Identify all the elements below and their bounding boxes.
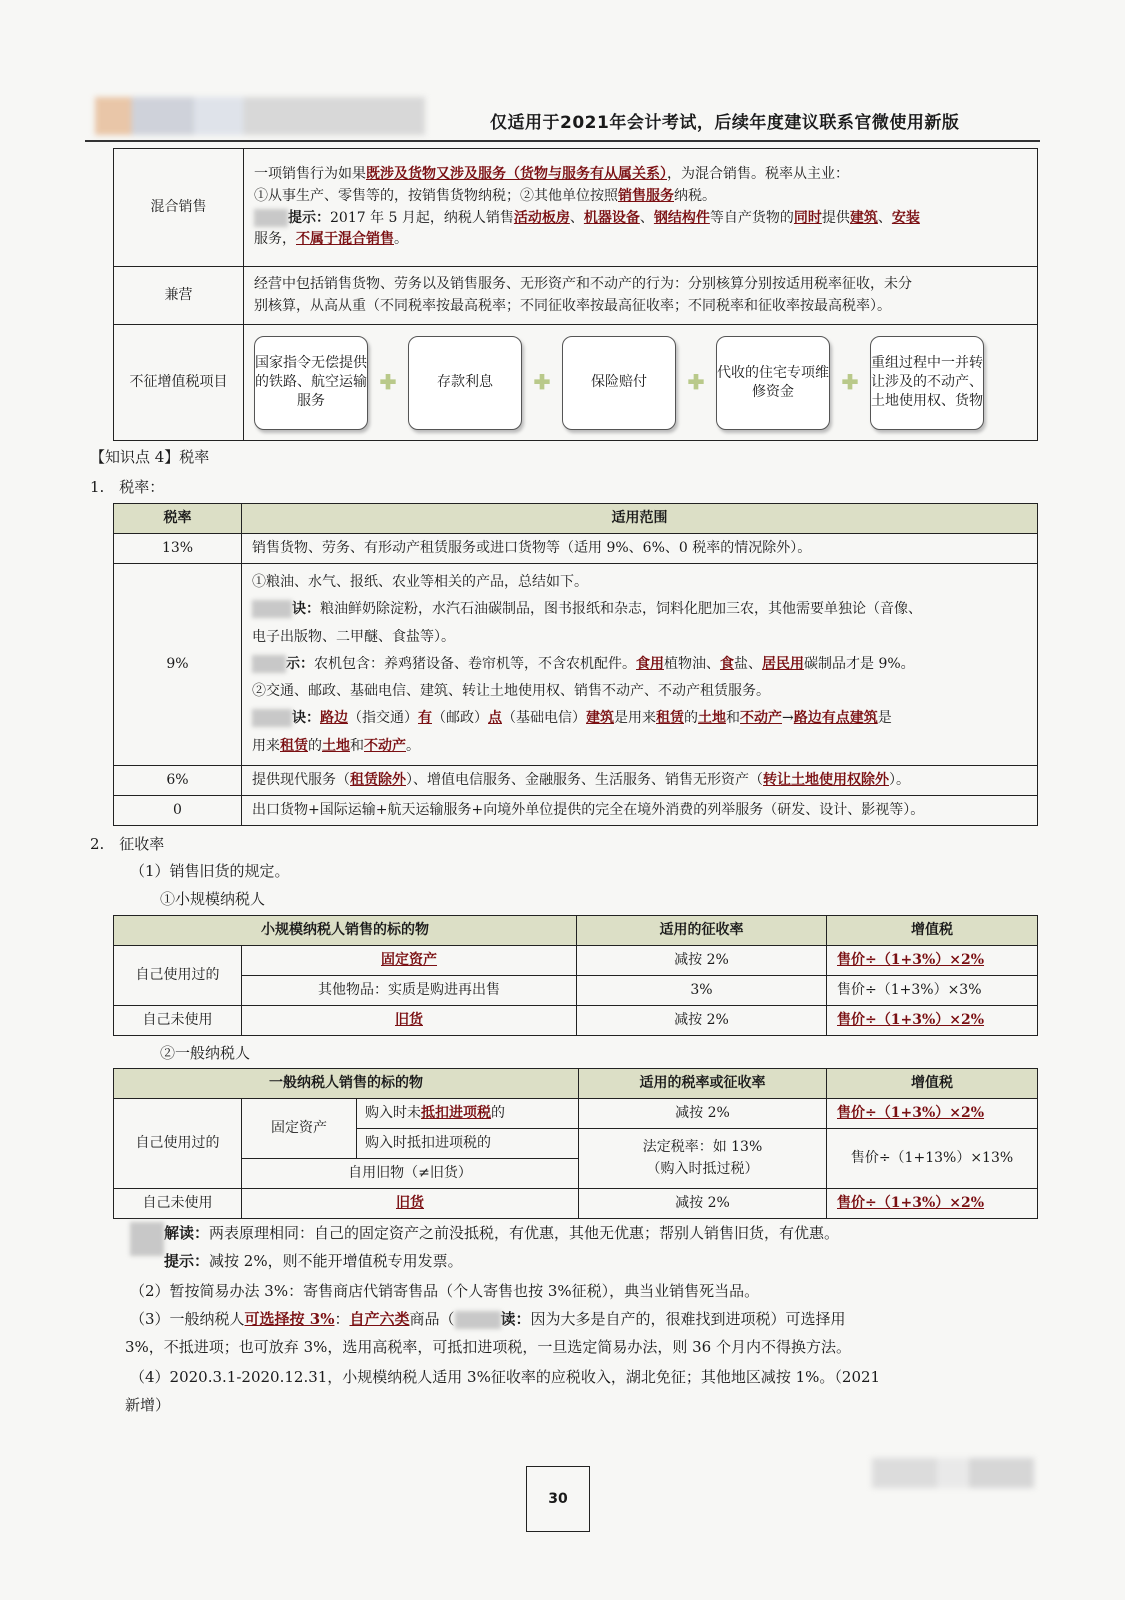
vat-cell: 售价÷（1+3%）×2% [827,1006,1038,1036]
blur-mask [252,709,292,727]
jianying-content: 经营中包括销售货物、劳务以及销售服务、无形资产和不动产的行为：分别核算分别按适用税率征收，未分 别核算，从高从重（不同税率按最高税率；不同征收率按最高征收率；不同税率和征收率按最高税率）。 [244,267,1038,325]
blur-mask [252,655,286,673]
vat-cell: 售价÷（1+3%）×2% [827,1189,1038,1219]
col-header-scope: 适用范围 [242,504,1038,534]
item-not-deducted: 购入时未抵扣进项税的 [357,1099,579,1129]
plus-icon: ✚ [379,370,397,394]
blur-mask [252,600,292,618]
paragraph-3-line-2: 3%，不抵进项；也可放弃 3%，选用高税率，可抵扣进项税，一旦选定简易办法，则 36 个月内不得换方法。 [125,1338,851,1356]
fixed-asset-label: 固定资产 [242,1099,357,1159]
vat-statutory: 售价÷（1+13%）×13% [827,1129,1038,1189]
paragraph-3-line-1: （3）一般纳税人可选择按 3%：自产六类商品（ 读：因为大多是自产的，很难找到进项税）可选择用 [130,1310,846,1328]
note-tip: 提示：减按 2%，则不能开增值税专用发票。 [164,1252,463,1270]
blurred-logo [95,97,425,135]
unused-label: 自己未使用 [114,1006,242,1036]
jianying-label: 兼营 [114,267,244,325]
knowledge-point-heading: 【知识点 4】税率 [90,448,210,466]
mixed-label: 混合销售 [114,149,244,267]
scope-9: ①粮油、水气、报纸、农业等相关的产品，总结如下。 诀：粮油鲜奶除淀粉，水汽石油碳制品，图书报纸和杂志，饲料化肥加三农，其他需要单独论（音像、 电子出版物、二甲醚、食盐等）。 示：农机包含：养鸡猪设备、卷帘机等，不含农机配件。食用植物油、食盐、居民用碳制品才是 9%。 ②交通、邮政、基础电信、建筑、转让土地使用权、销售不动产、不动产租赁服务。 诀：路边（指交通）有（邮政）点（基础电信）建筑是用来租赁的土地和不动产→路边有点建筑是 用来租赁的土地和不动产。 [242,564,1038,766]
page-header: 仅适用于2021年会计考试，后续年度建议联系官微使用新版 [490,113,960,133]
box-maintenance-fund: 代收的住宅专项维修资金 [716,336,830,430]
vat-cell: 售价÷（1+3%）×3% [827,976,1038,1006]
rate-6: 6% [114,766,242,796]
scope-13: 销售货物、劳务、有形动产租赁服务或进口货物等（适用 9%、6%、0 税率的情况除外）。 [242,534,1038,564]
rate-0: 0 [114,796,242,826]
box-restructuring: 重组过程中一并转让涉及的不动产、土地使用权、货物 [870,336,984,430]
small-scale-heading: ①小规模纳税人 [160,890,266,908]
plus-icon: ✚ [687,370,705,394]
blur-mask [254,209,288,227]
paragraph-2: （2）暂按简易办法 3%：寄售商店代销寄售品（个人寄售也按 3%征税），典当业销售死当品。 [130,1282,760,1300]
item-fixed-asset: 固定资产 [242,946,577,976]
scope-6: 提供现代服务（租赁除外）、增值电信服务、金融服务、生活服务、销售无形资产（转让土地使用权除外）。 [242,766,1038,796]
item-other: 其他物品：实质是购进再出售 [242,976,577,1006]
table-tax-rates [113,503,1038,826]
scope-0: 出口货物+国际运输+航天运输服务+向境外单位提供的完全在境外消费的列举服务（研发、设计、影视等）。 [242,796,1038,826]
rate-13: 13% [114,534,242,564]
used-label: 自己使用过的 [114,946,242,1006]
col-header-rate: 适用的征收率 [577,916,827,946]
item-deducted: 购入时抵扣进项税的 [357,1129,579,1159]
used-label: 自己使用过的 [114,1099,242,1189]
rate-cell: 减按 2% [577,946,827,976]
item-own-used: 自用旧物（≠旧货） [242,1159,579,1189]
col-header-vat: 增值税 [827,916,1038,946]
box-deposit-interest: 存款利息 [408,336,522,430]
general-taxpayer-heading: ②一般纳税人 [160,1044,251,1062]
table-mixed-sales [113,148,1038,441]
section-2-heading: 2. 征收率 [90,835,165,853]
note-interpretation: 解读：两表原理相同：自己的固定资产之前没抵税，有优惠，其他无优惠；帮别人销售旧货，有优惠。 [130,1222,839,1256]
unused-label: 自己未使用 [114,1189,242,1219]
col-header-item: 一般纳税人销售的标的物 [114,1069,579,1099]
col-header-rate: 适用的税率或征收率 [579,1069,827,1099]
box-insurance: 保险赔付 [562,336,676,430]
item-used-goods: 旧货 [242,1006,577,1036]
page-number-box [526,1466,590,1532]
vat-cell: 售价÷（1+3%）×2% [827,1099,1038,1129]
header-rule [85,140,1040,142]
subsection-1: （1）销售旧货的规定。 [130,862,290,880]
blur-mask [455,1311,501,1329]
rate-cell: 减按 2% [577,1006,827,1036]
col-header-rate: 税率 [114,504,242,534]
page-number: 30 [548,1491,568,1507]
col-header-vat: 增值税 [827,1069,1038,1099]
box-railway-aviation: 国家指令无偿提供的铁路、航空运输服务 [254,336,368,430]
col-header-item: 小规模纳税人销售的标的物 [114,916,577,946]
rate-cell: 减按 2% [579,1189,827,1219]
table-small-scale [113,915,1038,1036]
section-1-heading: 1. 税率： [90,478,165,496]
rate-statutory: 法定税率：如 13% （购入时抵过税） [579,1129,827,1189]
rate-9: 9% [114,564,242,766]
rate-cell: 3% [577,976,827,1006]
rate-cell: 减按 2% [579,1099,827,1129]
mixed-content: 一项销售行为如果既涉及货物又涉及服务（货物与服务有从属关系），为混合销售。税率从主业： ①从事生产、零售等的，按销售货物纳税；②其他单位按照销售服务纳税。 提示：2017 年 5 月起，纳税人销售活动板房、机器设备、钢结构件等自产货物的同时提供建筑、安装 服务，不属于混合销售。 [244,149,1038,267]
plus-icon: ✚ [841,370,859,394]
plus-icon: ✚ [533,370,551,394]
blur-mask [130,1222,164,1256]
item-used-goods: 旧货 [242,1189,579,1219]
blurred-footer-logo [872,1458,1034,1488]
paragraph-4-line-2: 新增） [125,1396,171,1414]
paragraph-4-line-1: （4）2020.3.1-2020.12.31，小规模纳税人适用 3%征收率的应税收入，湖北免征；其他地区减按 1%。（2021 [130,1368,881,1386]
non-vat-label: 不征增值税项目 [114,325,244,441]
non-vat-boxes [244,325,1038,441]
table-general-taxpayer [113,1068,1038,1219]
vat-cell: 售价÷（1+3%）×2% [827,946,1038,976]
